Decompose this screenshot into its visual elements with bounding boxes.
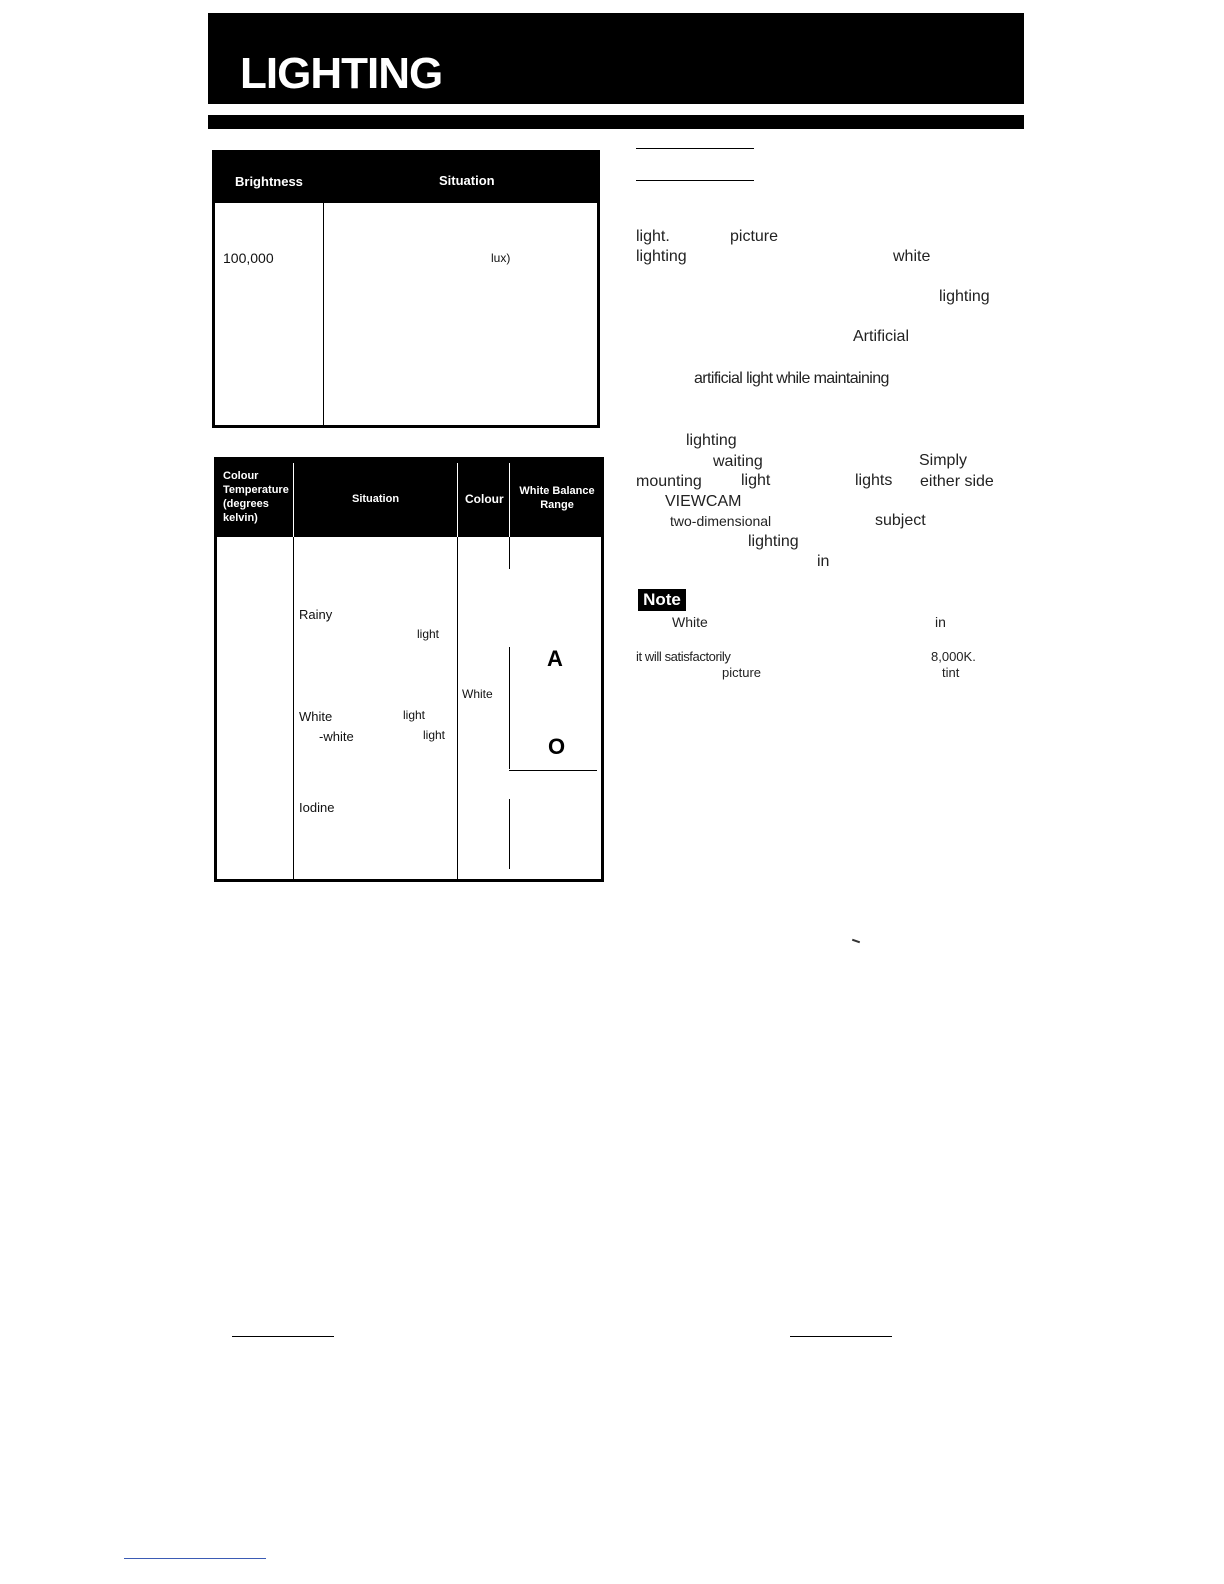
situation-cell: light: [423, 728, 446, 742]
footer-rule: [790, 1336, 892, 1337]
range-marker: O: [548, 734, 566, 759]
text-fragment: Artificial: [853, 328, 910, 345]
text-fragment: mounting: [636, 473, 702, 490]
text-fragment: in: [935, 614, 946, 630]
situation-column-header: Situation: [352, 493, 400, 505]
situation-cell: White: [299, 709, 333, 724]
text-fragment: lighting: [748, 533, 799, 550]
text-fragment: it will satisfactorily: [636, 649, 731, 664]
text-fragment: white: [893, 248, 931, 265]
text-fragment: either side: [920, 473, 994, 490]
text-fragment: light: [741, 472, 771, 489]
footer-rule: [232, 1336, 334, 1337]
situation-cell: light: [417, 627, 440, 641]
header-divider: [293, 463, 294, 537]
situation-cell: Iodine: [299, 800, 335, 815]
situation-cell: Rainy: [299, 607, 333, 622]
note-badge: Note: [638, 589, 686, 611]
range-divider: [509, 770, 597, 771]
header-divider: [457, 463, 458, 537]
situation-cell: lux): [491, 251, 511, 265]
header-rule: [208, 115, 1024, 129]
text-fragment: tint: [942, 665, 960, 680]
column-divider: [509, 537, 510, 569]
colour-cell: White: [462, 687, 493, 701]
text-fragment: subject: [875, 512, 926, 529]
brightness-table-header: [215, 153, 597, 203]
temperature-column-header: Colour Temperature (degrees kelvin): [223, 470, 289, 524]
range-marker: A: [547, 646, 563, 671]
header-divider: [509, 463, 510, 537]
situation-cell: -white: [319, 729, 354, 744]
section-rule: [636, 148, 754, 149]
column-divider: [509, 799, 510, 869]
colour-temperature-table: [214, 457, 604, 882]
text-fragment: lighting: [939, 288, 990, 305]
text-fragment: picture: [730, 228, 779, 245]
text-fragment: VIEWCAM: [665, 493, 742, 510]
situation-cell: light: [403, 708, 426, 722]
text-fragment: lighting: [636, 248, 687, 265]
text-fragment: in: [817, 553, 830, 570]
column-divider: [293, 537, 294, 879]
text-fragment: picture: [722, 665, 762, 680]
text-fragment: artificial light while maintaining: [694, 370, 889, 387]
brightness-table: [212, 150, 600, 428]
text-fragment: two-dimensional: [670, 513, 772, 529]
text-fragment: lighting: [686, 432, 737, 449]
text-fragment: 8,000K.: [931, 649, 976, 664]
text-fragment: lights: [855, 472, 893, 489]
text-fragment: light.: [636, 228, 670, 245]
text-fragment: waiting: [713, 453, 763, 470]
section-rule: [636, 180, 754, 181]
column-divider: [509, 647, 510, 769]
page-title: LIGHTING: [240, 49, 443, 98]
brightness-column-header: Brightness: [235, 174, 303, 189]
text-fragment: Simply: [919, 452, 968, 469]
footer-link-rule: [124, 1558, 266, 1559]
stray-mark: [852, 939, 860, 944]
column-divider: [457, 537, 458, 879]
colour-table-header: [217, 457, 601, 537]
white-balance-range-column-header: White Balance Range: [519, 485, 595, 511]
colour-column-header: Colour: [465, 492, 504, 506]
column-divider: [323, 153, 324, 425]
text-fragment: White: [672, 614, 708, 630]
situation-column-header: Situation: [439, 173, 495, 188]
brightness-cell: 100,000: [223, 250, 274, 266]
